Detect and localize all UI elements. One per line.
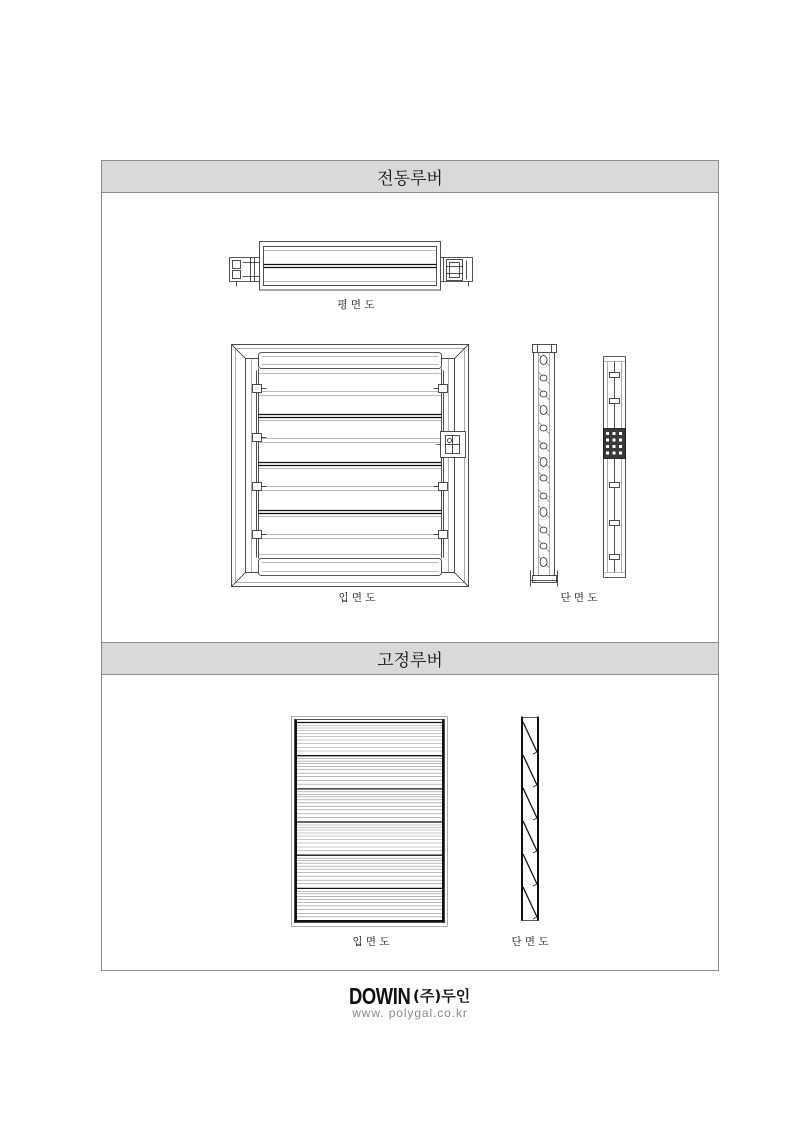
section-view-label-fixed: 단 면 도 [511, 936, 549, 948]
motor-grid-cell [619, 445, 622, 448]
blade-cross-sections [539, 354, 550, 568]
fixing-mark [610, 373, 620, 378]
fixing-mark [610, 399, 620, 404]
motor-grid-cell [613, 452, 616, 455]
fixing-mark [610, 555, 620, 560]
fixed-blade-profile [523, 722, 537, 752]
section-top-cap [533, 345, 557, 353]
blade-cross-section [540, 527, 547, 533]
frame-miter-line [455, 345, 469, 359]
motor-grid-cell [606, 439, 609, 442]
motor-grid-cell [606, 432, 609, 435]
motor-grid-cell [606, 452, 609, 455]
fixed-blade-profile [523, 854, 537, 884]
fixing-mark [610, 483, 620, 488]
fixed-inner-frame [295, 720, 445, 923]
blade-cross-section [540, 443, 547, 449]
blade-cross-section [540, 406, 547, 415]
motor-grid-cell [619, 439, 622, 442]
blade-cross-section [540, 391, 547, 397]
plan-view-label: 평 면 도 [337, 299, 375, 311]
motor-grid-cell [619, 452, 622, 455]
bottom-blade [259, 559, 442, 576]
plan-frame-outline [260, 242, 441, 291]
section-title-fixed: 고정루버 [377, 651, 443, 671]
motorized-blade-lines [259, 374, 442, 555]
blade-cross-section [540, 375, 547, 381]
section-view-label-motorized: 단 면 도 [560, 592, 598, 604]
fixed-blade-profile [523, 887, 537, 917]
motor-grid-cell [613, 439, 616, 442]
blade-cross-section [540, 558, 547, 567]
fixed-blade-drip-edge [533, 752, 537, 754]
fixed-blade-drip-edge [533, 917, 537, 919]
link-bracket-left [253, 385, 262, 393]
section-view-drawing-fixed [521, 717, 539, 921]
section-view-drawing-motorized-a [531, 345, 558, 587]
plan-frame-inner [264, 247, 437, 286]
link-brackets [253, 385, 448, 539]
blade-cross-section [540, 493, 547, 499]
website-url: www. polygal.co.kr [352, 1006, 468, 1020]
logo-company-name: (주)두인 [413, 987, 471, 1005]
blade-cross-section [540, 475, 547, 481]
elevation-view-label-fixed: 입 면 도 [352, 936, 390, 948]
fixed-blade-lines [296, 723, 443, 917]
fixed-blade-drip-edge [533, 785, 537, 787]
fixed-blade-drip-edge [533, 884, 537, 886]
plan-view-drawing [230, 242, 473, 291]
section-bottom-cap [533, 576, 557, 583]
frame-miter-line [232, 345, 246, 359]
frame-miter-line [455, 573, 469, 587]
frame-miter-line [232, 573, 246, 587]
fixed-blade-profile [523, 788, 537, 818]
motor-core [450, 263, 460, 278]
plan-right-motor-bracket [441, 258, 473, 287]
elevation-view-drawing-motorized [232, 345, 469, 587]
motor-grid-cell [613, 445, 616, 448]
blade-cross-section [540, 425, 547, 431]
bracket-part [233, 271, 241, 279]
link-bracket-right [439, 483, 448, 491]
fixed-blade-drip-edge [533, 818, 537, 820]
blade-cross-section [540, 458, 547, 467]
fixed-blade-profiles [523, 722, 537, 919]
link-bracket-left [253, 434, 262, 442]
elevation-view-label-motorized: 입 면 도 [338, 592, 376, 604]
logo-brand-text: DOWIN [349, 983, 411, 1009]
link-bracket-right [439, 385, 448, 393]
fixed-blade-profile [523, 821, 537, 851]
fixing-mark [610, 521, 620, 526]
blade-cross-section [540, 356, 547, 365]
link-bracket-left [253, 531, 262, 539]
fixed-blade-drip-edge [533, 851, 537, 853]
actuator-pivot [448, 439, 452, 443]
section-title-motorized: 전동루버 [377, 169, 443, 189]
top-blade [259, 353, 442, 369]
fixed-blade-profile [523, 755, 537, 785]
section-view-drawing-motorized-b [604, 357, 626, 578]
blade-cross-section [540, 543, 547, 549]
link-bracket-right [439, 531, 448, 539]
elevation-view-drawing-fixed [292, 717, 448, 927]
motor-grid-cell [613, 432, 616, 435]
link-bracket-left [253, 483, 262, 491]
blade-cross-section [540, 508, 547, 517]
bracket-part [233, 261, 241, 269]
actuator-assembly [437, 432, 466, 458]
motor-grid-cell [619, 432, 622, 435]
motor-grid-cell [606, 445, 609, 448]
plan-left-bracket [230, 258, 260, 287]
